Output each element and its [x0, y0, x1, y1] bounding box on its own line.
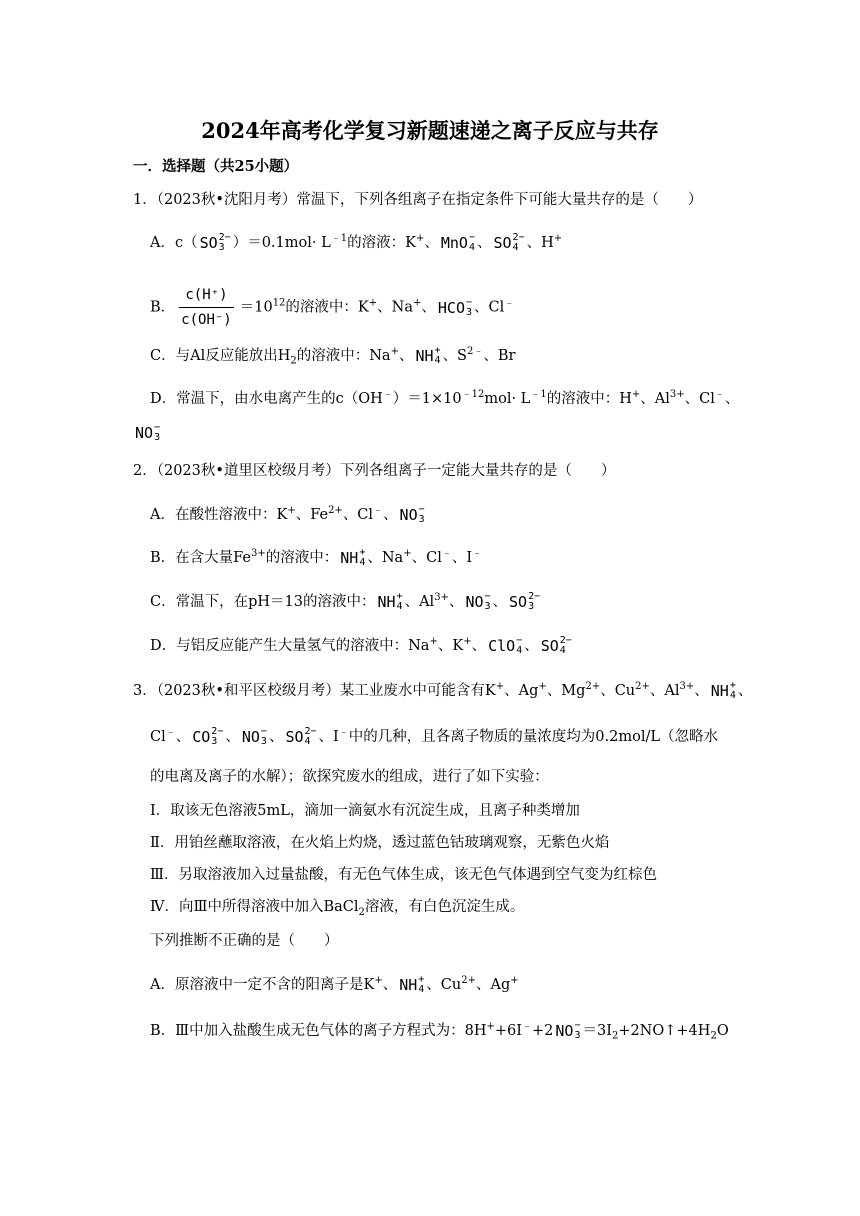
question-2-option-a: A．在酸性溶液中：K+、$Fe^{2+}$、Cl﹣、 NO − 3: [150, 503, 425, 525]
question-2-stem: 2．（2023秋•道里区校级月考）下列各组离子一定能大量共存的是（ ）: [133, 463, 616, 479]
nitrate-ion: NO − 3: [135, 422, 161, 443]
perchlorate-ion: ClO − 4: [488, 634, 523, 656]
question-3-step-1: Ⅰ．取该无色溶液5mL，滴加一滴氨水有沉淀生成，且离子种类增加: [150, 803, 580, 819]
question-1-option-c: C．与Al反应能放出$H_2$的溶液中：Na+、 NH + 4 、$S^{2﹣}$、Br: [150, 344, 516, 367]
ion-ratio-fraction: $\frac{c(H^+)}{c(OH^-)}$: [175, 284, 238, 331]
question-3-step-2: Ⅱ．用铂丝蘸取溶液，在火焰上灼烧，透过蓝色钴玻璃观察，无紫色火焰: [150, 835, 610, 851]
sulfate-ion: SO 2− 4: [285, 725, 317, 747]
question-3-ask: 下列推断不正确的是（ ）: [150, 933, 339, 949]
sulfite-ion: SO 2− 3: [199, 231, 231, 253]
question-1-option-d-cont: [133, 422, 162, 444]
sulfate-ion: SO 2− 4: [493, 231, 525, 253]
question-3-option-b: B．Ⅲ中加入盐酸生成无色气体的离子方程式为：8H++6I﹣+2 NO − 3 $=3I_2+2NO↑+4H_2O$: [150, 1019, 729, 1042]
question-1-option-b: B． $\frac{c(H^+)}{c(OH^-)}$ $=10^{12}$的溶液中：K+、Na+、 HCO − 3 、Cl﹣: [150, 284, 514, 331]
ammonium-ion: NH + 4: [377, 590, 403, 612]
question-1-stem: 1．（2023秋•沈阳月考）常温下，下列各组离子在指定条件下可能大量共存的是（ ）: [133, 192, 703, 208]
question-2-option-d: D．与铝反应能产生大量氢气的溶液中：Na+、K+、 ClO − 4 、 SO 2− 4: [150, 634, 572, 656]
question-1-option-d: D．常温下，由水电离产生的$c(OH^﹣)=1\times 10^{﹣12}mol\cdot L^{﹣1}$的溶液中：H+、$Al^{3+}$、Cl﹣、: [150, 389, 740, 407]
page-title: 2024年高考化学复习新题速递之离子反应与共存: [201, 118, 659, 143]
nitrate-ion: NO − 3: [465, 590, 491, 612]
question-3-step-3: Ⅲ．另取溶液加入过量盐酸，有无色气体生成，该无色气体遇到空气变为红棕色: [150, 867, 657, 883]
question-2-option-c: C．常温下，在pH＝13的溶液中： NH + 4 、$Al^{3+}$、 NO − 3 、 SO 2− 3: [150, 590, 541, 612]
sulfite-ion: SO 2− 3: [509, 590, 541, 612]
question-1-option-a: A．c（ SO 2− 3 ）$=0.1mol\cdot L^{﹣1}$的溶液：K+、 MnO − 4 、 SO 2− 4 、H+: [150, 231, 563, 253]
section-heading: 一．选择题（共25小题）: [133, 158, 299, 175]
bicarbonate-ion: HCO − 3: [437, 296, 473, 318]
question-3-stem-line-2: Cl﹣、 CO 2− 3 、 NO − 3 、 SO 2− 4 、I﹣中的几种，且各离子物质的量浓度均为0.2mol/L（忽略水: [150, 725, 718, 747]
carbonate-ion: CO 2− 3: [192, 725, 224, 747]
ammonium-ion: NH + 4: [710, 679, 736, 701]
nitrate-ion: NO − 3: [555, 1019, 581, 1041]
nitrate-ion: NO − 3: [399, 503, 425, 525]
question-3-stem-line-3: 的电离及离子的水解）；欲探究废水的组成，进行了如下实验：: [150, 769, 549, 785]
ammonium-ion: NH + 4: [399, 973, 425, 995]
sulfate-ion: SO 2− 4: [540, 634, 572, 656]
question-2-option-b: B．在含大量$Fe^{3+}$的溶液中： NH + 4 、Na+、Cl﹣、I﹣: [150, 546, 483, 568]
permanganate-ion: MnO − 4: [440, 231, 475, 253]
question-3-stem: 3．（2023秋•和平区校级月考）某工业废水中可能含有K+、Ag+、$Mg^{2+}$、$Cu^{2+}$、$Al^{3+}$、 NH + 4 、: [133, 679, 753, 701]
question-3-step-4: Ⅳ．向Ⅲ中所得溶液中加入BaCl$_2$溶液，有白色沉淀生成。: [150, 899, 525, 918]
ammonium-ion: NH + 4: [415, 344, 441, 366]
ammonium-ion: NH + 4: [340, 546, 366, 568]
nitrate-ion: NO − 3: [241, 725, 267, 747]
question-3-option-a: A．原溶液中一定不含的阳离子是K+、 NH + 4 、$Cu^{2+}$、Ag+: [150, 973, 519, 995]
